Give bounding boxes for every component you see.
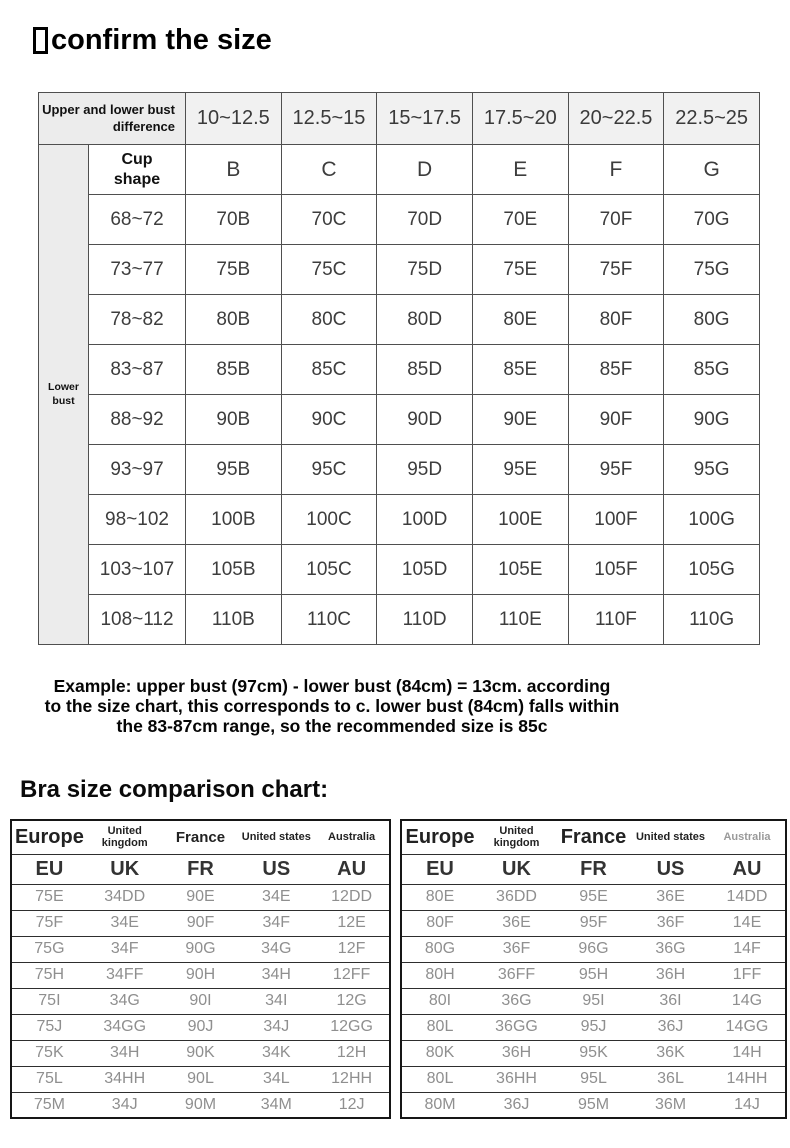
size-cell: 85C xyxy=(281,345,377,395)
region-code-cell: AU xyxy=(314,854,390,884)
size-value-cell: 95J xyxy=(555,1014,632,1040)
size-value-cell: 75F xyxy=(11,910,87,936)
size-value-cell: 75H xyxy=(11,962,87,988)
size-value-cell: 34L xyxy=(238,1066,314,1092)
size-cell: 80E xyxy=(472,295,568,345)
region-header-australia: Australia xyxy=(709,820,786,854)
size-value-cell: 36F xyxy=(478,936,555,962)
comparison-row xyxy=(11,988,390,1014)
size-value-cell: 34E xyxy=(87,910,163,936)
cup-label-line1: Cup xyxy=(121,151,153,169)
region-header-united-kingdom: United kingdom xyxy=(478,820,555,854)
region-header-france: France xyxy=(163,820,239,854)
size-value-cell: 36M xyxy=(632,1092,709,1118)
bust-range-cell: 78~82 xyxy=(89,295,186,345)
size-value-cell: 36DD xyxy=(478,884,555,910)
page-title-text: confirm the size xyxy=(51,24,272,56)
region-header-united-states: United states xyxy=(238,820,314,854)
comparison-row xyxy=(401,1066,786,1092)
size-value-cell: 36G xyxy=(632,936,709,962)
size-table-row xyxy=(39,395,760,445)
size-value-cell: 34J xyxy=(87,1092,163,1118)
region-code-cell: EU xyxy=(401,854,478,884)
size-value-cell: 34K xyxy=(238,1040,314,1066)
region-header-united-states: United states xyxy=(632,820,709,854)
size-value-cell: 80E xyxy=(401,884,478,910)
size-table-row xyxy=(39,545,760,595)
region-code-cell: AU xyxy=(709,854,786,884)
diff-column-header: 15~17.5 xyxy=(377,93,473,145)
corner-header-cell xyxy=(39,93,186,145)
cup-letter: C xyxy=(281,145,377,195)
size-cell: 85E xyxy=(472,345,568,395)
comparison-row xyxy=(401,884,786,910)
size-cell: 110C xyxy=(281,595,377,645)
region-header-row xyxy=(401,820,786,854)
size-value-cell: 12G xyxy=(314,988,390,1014)
size-cell: 95G xyxy=(664,445,760,495)
size-cell: 90E xyxy=(472,395,568,445)
size-table-row xyxy=(39,295,760,345)
cup-letter: E xyxy=(472,145,568,195)
lower-bust-side-label xyxy=(39,145,89,645)
size-table-header-row xyxy=(39,93,760,145)
cup-letter: D xyxy=(377,145,473,195)
size-cell: 80B xyxy=(186,295,282,345)
size-value-cell: 90I xyxy=(163,988,239,1014)
size-cell: 110B xyxy=(186,595,282,645)
size-value-cell: 14F xyxy=(709,936,786,962)
size-table-row xyxy=(39,345,760,395)
size-cell: 80F xyxy=(568,295,664,345)
size-value-cell: 14DD xyxy=(709,884,786,910)
bust-range-cell: 83~87 xyxy=(89,345,186,395)
diff-column-header: 17.5~20 xyxy=(472,93,568,145)
comparison-row xyxy=(11,962,390,988)
size-cell: 80D xyxy=(377,295,473,345)
size-cell: 70B xyxy=(186,195,282,245)
comparison-table-left xyxy=(10,819,391,1119)
size-cell: 100B xyxy=(186,495,282,545)
size-value-cell: 34M xyxy=(238,1092,314,1118)
size-cell: 95E xyxy=(472,445,568,495)
comparison-heading: Bra size comparison chart: xyxy=(20,776,329,803)
size-value-cell: 75M xyxy=(11,1092,87,1118)
comparison-row xyxy=(401,1040,786,1066)
size-value-cell: 34J xyxy=(238,1014,314,1040)
size-value-cell: 12J xyxy=(314,1092,390,1118)
size-cell: 80G xyxy=(664,295,760,345)
size-cell: 95D xyxy=(377,445,473,495)
size-cell: 75F xyxy=(568,245,664,295)
size-value-cell: 34F xyxy=(87,936,163,962)
bust-range-cell: 73~77 xyxy=(89,245,186,295)
size-value-cell: 95M xyxy=(555,1092,632,1118)
size-cell: 100D xyxy=(377,495,473,545)
region-code-cell: FR xyxy=(163,854,239,884)
diff-column-header: 20~22.5 xyxy=(568,93,664,145)
comparison-row xyxy=(401,910,786,936)
comparison-row xyxy=(401,962,786,988)
size-value-cell: 34E xyxy=(238,884,314,910)
size-value-cell: 36I xyxy=(632,988,709,1014)
region-code-row xyxy=(401,854,786,884)
size-value-cell: 80L xyxy=(401,1014,478,1040)
size-value-cell: 12F xyxy=(314,936,390,962)
size-cell: 85G xyxy=(664,345,760,395)
size-cell: 90G xyxy=(664,395,760,445)
corner-header-line1: Upper and lower bust xyxy=(42,101,175,117)
comparison-table-right xyxy=(400,819,787,1119)
example-note-line3: the 83-87cm range, so the recommended size is 85c xyxy=(116,716,548,736)
comparison-row xyxy=(11,1066,390,1092)
size-value-cell: 80I xyxy=(401,988,478,1014)
size-value-cell: 95L xyxy=(555,1066,632,1092)
corner-header-line2: difference xyxy=(112,118,175,134)
size-table-row xyxy=(39,245,760,295)
comparison-row xyxy=(11,910,390,936)
example-note xyxy=(18,676,646,736)
size-value-cell: 36E xyxy=(478,910,555,936)
size-value-cell: 36K xyxy=(632,1040,709,1066)
size-value-cell: 90M xyxy=(163,1092,239,1118)
size-value-cell: 75I xyxy=(11,988,87,1014)
page-title xyxy=(33,24,272,57)
size-value-cell: 36J xyxy=(478,1092,555,1118)
size-cell: 70C xyxy=(281,195,377,245)
cup-letter: F xyxy=(568,145,664,195)
comparison-row xyxy=(11,1014,390,1040)
size-cell: 95F xyxy=(568,445,664,495)
size-value-cell: 12E xyxy=(314,910,390,936)
size-value-cell: 80F xyxy=(401,910,478,936)
region-code-row xyxy=(11,854,390,884)
size-cell: 90D xyxy=(377,395,473,445)
size-value-cell: 80H xyxy=(401,962,478,988)
size-cell: 105C xyxy=(281,545,377,595)
size-value-cell: 14G xyxy=(709,988,786,1014)
size-value-cell: 12DD xyxy=(314,884,390,910)
size-cell: 105B xyxy=(186,545,282,595)
size-value-cell: 90K xyxy=(163,1040,239,1066)
size-value-cell: 34GG xyxy=(87,1014,163,1040)
region-code-cell: US xyxy=(238,854,314,884)
size-value-cell: 36H xyxy=(632,962,709,988)
bust-range-cell: 88~92 xyxy=(89,395,186,445)
comparison-row xyxy=(401,1092,786,1118)
size-value-cell: 34F xyxy=(238,910,314,936)
size-chart-table xyxy=(38,92,760,645)
size-cell: 75C xyxy=(281,245,377,295)
size-cell: 75B xyxy=(186,245,282,295)
size-value-cell: 75G xyxy=(11,936,87,962)
size-value-cell: 34G xyxy=(238,936,314,962)
bust-range-cell: 93~97 xyxy=(89,445,186,495)
region-code-cell: UK xyxy=(478,854,555,884)
cup-letter: G xyxy=(664,145,760,195)
region-header-europe: Europe xyxy=(11,820,87,854)
diff-column-header: 22.5~25 xyxy=(664,93,760,145)
size-value-cell: 95E xyxy=(555,884,632,910)
size-value-cell: 14HH xyxy=(709,1066,786,1092)
size-value-cell: 34H xyxy=(87,1040,163,1066)
size-value-cell: 80M xyxy=(401,1092,478,1118)
side-label-line1: Lower xyxy=(48,381,79,394)
region-code-cell: US xyxy=(632,854,709,884)
size-cell: 70D xyxy=(377,195,473,245)
size-cell: 105F xyxy=(568,545,664,595)
size-value-cell: 90F xyxy=(163,910,239,936)
size-cell: 100C xyxy=(281,495,377,545)
bust-range-cell: 68~72 xyxy=(89,195,186,245)
size-cell: 110F xyxy=(568,595,664,645)
size-value-cell: 90J xyxy=(163,1014,239,1040)
size-value-cell: 80L xyxy=(401,1066,478,1092)
size-cell: 100E xyxy=(472,495,568,545)
size-cell: 95B xyxy=(186,445,282,495)
size-value-cell: 14GG xyxy=(709,1014,786,1040)
size-value-cell: 95I xyxy=(555,988,632,1014)
size-value-cell: 36FF xyxy=(478,962,555,988)
bust-range-cell: 108~112 xyxy=(89,595,186,645)
region-code-cell: EU xyxy=(11,854,87,884)
example-note-line2: to the size chart, this corresponds to c. lower bust (84cm) falls within xyxy=(44,696,620,716)
size-value-cell: 34HH xyxy=(87,1066,163,1092)
size-value-cell: 95F xyxy=(555,910,632,936)
size-value-cell: 80G xyxy=(401,936,478,962)
size-cell: 110E xyxy=(472,595,568,645)
size-cell: 85B xyxy=(186,345,282,395)
size-value-cell: 12H xyxy=(314,1040,390,1066)
size-cell: 75G xyxy=(664,245,760,295)
size-value-cell: 12HH xyxy=(314,1066,390,1092)
bust-range-cell: 98~102 xyxy=(89,495,186,545)
size-cell: 85D xyxy=(377,345,473,395)
diff-column-header: 12.5~15 xyxy=(281,93,377,145)
size-value-cell: 36H xyxy=(478,1040,555,1066)
size-value-cell: 34G xyxy=(87,988,163,1014)
size-table-body xyxy=(39,93,760,645)
size-cell: 105E xyxy=(472,545,568,595)
size-value-cell: 36L xyxy=(632,1066,709,1092)
region-header-france: France xyxy=(555,820,632,854)
size-value-cell: 12GG xyxy=(314,1014,390,1040)
size-value-cell: 80K xyxy=(401,1040,478,1066)
size-value-cell: 14H xyxy=(709,1040,786,1066)
size-value-cell: 36E xyxy=(632,884,709,910)
size-value-cell: 90L xyxy=(163,1066,239,1092)
size-cell: 80C xyxy=(281,295,377,345)
cup-shape-label xyxy=(89,145,186,195)
size-value-cell: 75J xyxy=(11,1014,87,1040)
size-cell: 70G xyxy=(664,195,760,245)
size-value-cell: 75L xyxy=(11,1066,87,1092)
size-value-cell: 34DD xyxy=(87,884,163,910)
size-cell: 95C xyxy=(281,445,377,495)
region-header-row xyxy=(11,820,390,854)
size-cell: 75E xyxy=(472,245,568,295)
size-value-cell: 90G xyxy=(163,936,239,962)
size-value-cell: 36G xyxy=(478,988,555,1014)
cup-label-line2: shape xyxy=(113,170,161,188)
comparison-row xyxy=(11,1040,390,1066)
size-cell: 100G xyxy=(664,495,760,545)
size-value-cell: 34H xyxy=(238,962,314,988)
side-label-line2: bust xyxy=(52,394,75,407)
size-cell: 70E xyxy=(472,195,568,245)
size-value-cell: 1FF xyxy=(709,962,786,988)
size-cell: 85F xyxy=(568,345,664,395)
size-cell: 75D xyxy=(377,245,473,295)
bust-range-cell: 103~107 xyxy=(89,545,186,595)
size-value-cell: 12FF xyxy=(314,962,390,988)
comparison-row xyxy=(401,936,786,962)
size-cell: 110G xyxy=(664,595,760,645)
region-header-europe: Europe xyxy=(401,820,478,854)
size-value-cell: 36F xyxy=(632,910,709,936)
cup-shape-row xyxy=(39,145,760,195)
region-code-cell: UK xyxy=(87,854,163,884)
size-value-cell: 36J xyxy=(632,1014,709,1040)
size-table-row xyxy=(39,195,760,245)
size-value-cell: 90H xyxy=(163,962,239,988)
comparison-row xyxy=(11,884,390,910)
cup-letter: B xyxy=(186,145,282,195)
size-table-row xyxy=(39,495,760,545)
size-cell: 90B xyxy=(186,395,282,445)
size-value-cell: 14E xyxy=(709,910,786,936)
region-header-australia: Australia xyxy=(314,820,390,854)
comparison-row xyxy=(11,936,390,962)
size-cell: 90C xyxy=(281,395,377,445)
size-value-cell: 96G xyxy=(555,936,632,962)
example-note-line1: Example: upper bust (97cm) - lower bust (84cm) = 13cm. according xyxy=(53,676,611,696)
comparison-row xyxy=(401,1014,786,1040)
size-cell: 105D xyxy=(377,545,473,595)
size-value-cell: 95H xyxy=(555,962,632,988)
size-value-cell: 34I xyxy=(238,988,314,1014)
size-value-cell: 14J xyxy=(709,1092,786,1118)
size-value-cell: 75E xyxy=(11,884,87,910)
diff-column-header: 10~12.5 xyxy=(186,93,282,145)
size-value-cell: 36GG xyxy=(478,1014,555,1040)
size-value-cell: 90E xyxy=(163,884,239,910)
size-table-row xyxy=(39,445,760,495)
size-value-cell: 75K xyxy=(11,1040,87,1066)
size-value-cell: 95K xyxy=(555,1040,632,1066)
tofu-box-glyph-icon xyxy=(33,27,48,54)
region-header-united-kingdom: United kingdom xyxy=(87,820,163,854)
comparison-row xyxy=(11,1092,390,1118)
size-cell: 105G xyxy=(664,545,760,595)
size-cell: 90F xyxy=(568,395,664,445)
region-code-cell: FR xyxy=(555,854,632,884)
size-value-cell: 34FF xyxy=(87,962,163,988)
size-table-row xyxy=(39,595,760,645)
comparison-row xyxy=(401,988,786,1014)
size-value-cell: 36HH xyxy=(478,1066,555,1092)
size-cell: 100F xyxy=(568,495,664,545)
size-cell: 110D xyxy=(377,595,473,645)
size-cell: 70F xyxy=(568,195,664,245)
